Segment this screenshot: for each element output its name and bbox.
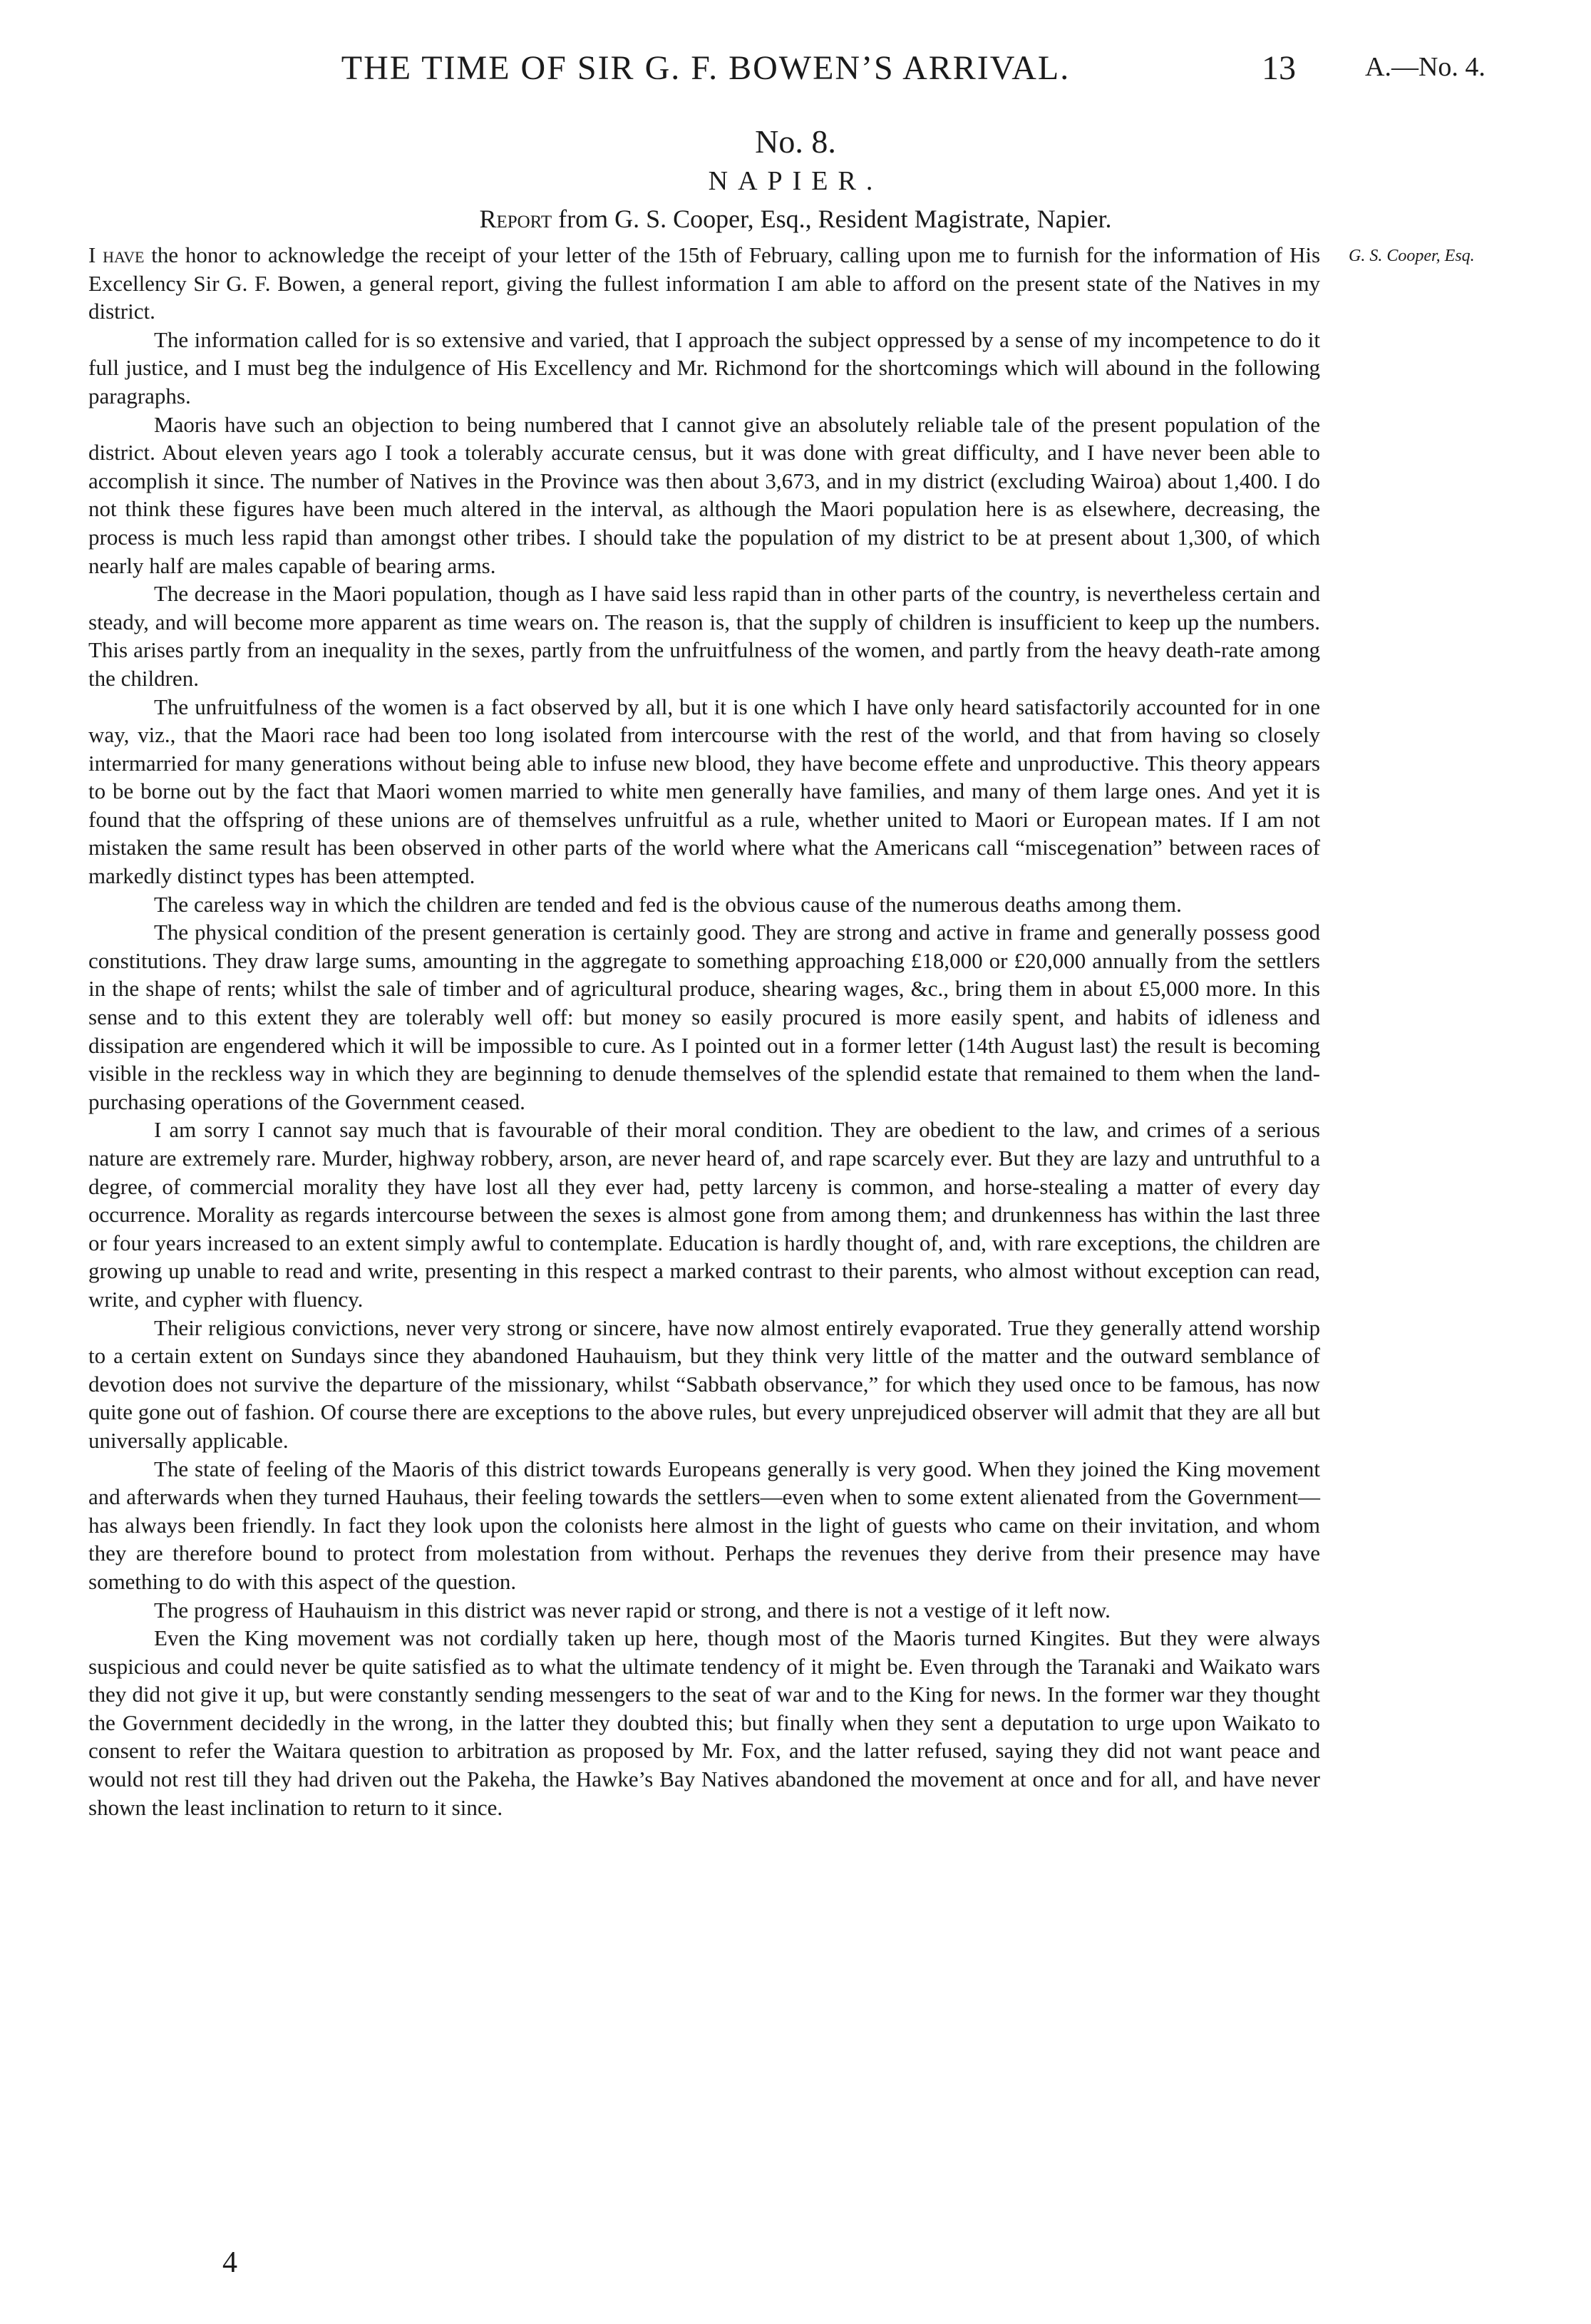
paragraph-10: The state of feeling of the Maoris of this district towards Europeans generally is very good. When they joined the King movement and afterwards when they turned Hauhaus, their feeling towards the settlers—even when to some extent alienated from the Government—has always been friendly. In fact they look upon the colonists here almost in the light of guests who came on their invitation, and whom they are therefore bound to protect from molestation from without. Perhaps the revenues they derive from their presence may have something to do with this aspect of the question. [88,1456,1320,1594]
page-number: 13 [1262,49,1296,87]
report-body [88,241,1320,1821]
document-number-heading: No. 8. [755,123,836,160]
paragraph-6: The careless way in which the children are tended and fed is the obvious cause of the numerous deaths among them. [154,891,1182,917]
paragraph-8: I am sorry I cannot say much that is favourable of their moral condition. They are obedient to the law, and crimes of a serious nature are extremely rare. Murder, highway robbery, arson, are never heard of, and rape scarcely ever. But they are lazy and untruthful to a degree, of commercial morality they have lost all they ever had, petty larceny is common, and horse-stealing a matter of every day occurrence. Morality as regards intercourse between the sexes is almost gone from among them; and drunkenness has within the last three or four years increased to an extent simply awful to contemplate. Education is hardly thought of, and, with rare exceptions, the children are growing up unable to read and write, presenting in this respect a marked contrast to their parents, who almost without exception can read, write, and cypher with fluency. [88,1117,1320,1312]
running-header-title: THE TIME OF SIR G. F. BOWEN’S ARRIVAL. [341,49,1071,87]
paragraph-3: Maoris have such an objection to being numbered that I cannot give an absolutely reliable tale of the present population of the district. About eleven years ago I took a tolerably accurate census, but it was done with great difficulty, and I have never been able to accomplish it since. The number of Natives in the Province was then about 3,673, and in my district (excluding Wairoa) about 1,400. I do not think these figures have been much altered in the interval, as although the Maori population here is as elsewhere, decreasing, the process is much less rapid than amongst other tribes. I should take the population of my district to be at present about 1,300, of which nearly half are males capable of bearing arms. [88,411,1320,578]
report-subheading [0,204,1591,234]
paragraph-2: The information called for is so extensive and varied, that I approach the subject oppressed by a sense of my incompetence to do it full justice, and I must beg the indulgence of His Excellency and Mr. Richmond for the shortcomings which will abound in the following paragraphs. [88,327,1320,408]
paragraph-12: Even the King movement was not cordially taken up here, though most of the Maoris turned Kingites. But they were always suspicious and could never be quite satisfied as to what the ultimate tendency of it might be. Even through the Taranaki and Waikato wars they did not give it up, but were constantly sending messengers to the seat of war and to the King for news. In the former war they thought the Government decidedly in the wrong, in the latter they doubted this; but finally when they sent a deputation to urge upon Waikato to consent to refer the Waitara question to arbitration as proposed by Mr. Fox, and the latter refused, saying they did not want peace and would not rest till they had driven out the Pakeha, the Hawke’s Bay Natives abandoned the movement at once and for all, and have never shown the least inclination to return to it since. [88,1625,1320,1820]
paragraph-4: The decrease in the Maori population, though as I have said less rapid than in other parts of the country, is nevertheless certain and steady, and will become more apparent as time wears on. The reason is, that the supply of children is insufficient to keep up the numbers. This arises partly from an inequality in the sexes, partly from the unfruitfulness of the women, and partly from the heavy death-rate among the children. [88,581,1320,691]
signature-mark: 4 [222,2246,237,2279]
paragraph-5: The unfruitfulness of the women is a fact observed by all, but it is one which I have only heard satisfactorily accounted for in one way, viz., that the Maori race had been too long isolated from intercourse with the rest of the world, and that from having so closely intermarried for many generations without being able to infuse new blood, they have become effete and unproductive. This theory appears to be borne out by the fact that Maori women married to white men generally have families, and many of them large ones. And yet it is found that the offspring of these unions are of themselves unfruitful as a rule, whether united to Maori or European mates. If I am not mistaken the same result has been observed in other parts of the world where what the Americans call “miscegenation” between races of markedly distinct types has been attempted. [88,694,1320,889]
paragraph-7: The physical condition of the present generation is certainly good. They are strong and active in frame and generally possess good constitutions. They draw large sums, amounting in the aggregate to something approaching £18,000 or £20,000 annually from the settlers in the shape of rents; whilst the sale of timber and of agricultural produce, shearing wages, &c., bring them in about £5,000 more. In this sense and to this extent they are tolerably well off: but money so easily procured is more easily spent, and habits of idleness and dissipation are engendered which it will be impossible to cure. As I pointed out in a former letter (14th August last) the result is becoming visible in the reckless way in which they are beginning to denude themselves of the splendid estate that remained to them when the land-purchasing operations of the Government ceased. [88,920,1320,1114]
place-heading: NAPIER. [708,166,883,196]
margin-note: G. S. Cooper, Esq. [1349,247,1475,265]
report-line: from G. S. Cooper, Esq., Resident Magistrate, Napier. [558,205,1112,233]
paragraph-9: Their religious convictions, never very strong or sincere, have now almost entirely evaporated. True they generally attend worship to a certain extent on Sundays since they abandoned Hauhauism, but they think very little of the matter and the outward semblance of devotion does not survive the departure of the missionary, whilst “Sabbath observance,” for which they used once to be famous, has now quite gone out of fashion. Of course there are exceptions to the above rules, but every unprejudiced observer will admit that they are all but universally applicable. [88,1315,1320,1453]
report-word: Report [479,205,552,233]
paragraph-1-lead: I have [88,242,145,267]
paragraph-1-text: the honor to acknowledge the receipt of your letter of the 15th of February, calling upon me to furnish for the information of His Excellency Sir G. F. Bowen, a general report, giving the fullest information I am able to afford on the present state of the Natives in my district. [88,242,1321,324]
paragraph-1 [88,241,1320,326]
paragraph-11: The progress of Hauhauism in this district was never rapid or strong, and there is not a vestige of it left now. [154,1597,1111,1623]
document-reference: A.—No. 4. [1365,52,1486,82]
